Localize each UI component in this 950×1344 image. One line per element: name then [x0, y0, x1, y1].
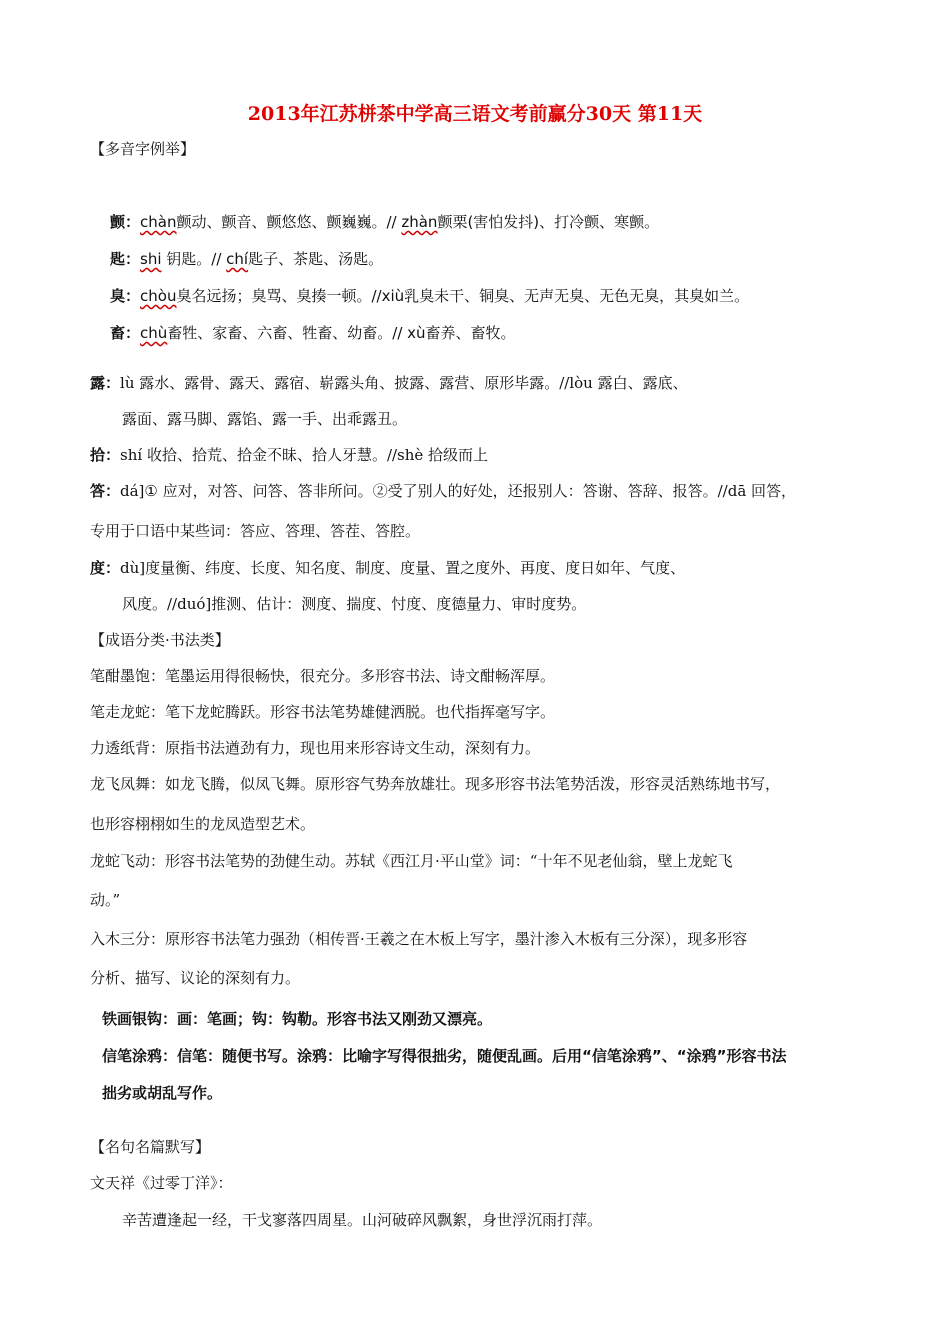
- idiom-line: 分析、描写、议论的深刻有力。: [90, 969, 301, 987]
- poly-text: dá]① 应对，对答、问答、答非所问。②受了别人的好处，还报别人：答谢、答辞、报答。//dā 回答，: [120, 482, 797, 500]
- poly-text: 颤动、颤音、颤悠悠、颤巍巍。//: [176, 213, 402, 231]
- poly-box-line: [110, 249, 383, 269]
- pinyin: zhàn: [401, 213, 438, 231]
- poly-line: [122, 594, 586, 614]
- poly-char: 臭：: [110, 287, 141, 305]
- poly-line: [90, 445, 488, 465]
- section-heading-famous: 【名句名篇默写】: [90, 1138, 211, 1156]
- pinyin: chòu: [140, 287, 177, 305]
- poly-line: [90, 373, 688, 393]
- idiom-line: 笔走龙蛇：笔下龙蛇腾跃。形容书法笔势雄健洒脱。也代指挥毫写字。: [90, 703, 556, 721]
- poly-head: 答：: [90, 482, 121, 500]
- famous-line: 辛苦遭逢起一经，干戈寥落四周星。山河破碎风飘絮，身世浮沉雨打萍。: [122, 1211, 603, 1229]
- poly-box-line: [110, 212, 659, 232]
- idiom-line: 也形容栩栩如生的龙凤造型艺术。: [90, 815, 316, 833]
- poly-head: 度：: [90, 559, 121, 577]
- idiom-line: 笔酣墨饱：笔墨运用得很畅快，很充分。多形容书法、诗文酣畅浑厚。: [90, 667, 556, 685]
- poly-char: 畜：: [110, 324, 141, 342]
- poly-text: 臭名远扬；臭骂、臭揍一顿。//xiù乳臭未干、铜臭、无声无臭、无色无臭，其臭如兰。: [176, 287, 750, 305]
- poly-char: 匙：: [110, 250, 141, 268]
- famous-line: 文天祥《过零丁洋》：: [90, 1174, 233, 1192]
- poly-text: 专用于口语中某些词：答应、答理、答茬、答腔。: [90, 522, 421, 540]
- section-heading-idioms: 【成语分类·书法类】: [90, 631, 230, 649]
- idiom-bold-line: 信笔涂鸦：信笔：随便书写。涂鸦：比喻字写得很拙劣，随便乱画。后用“信笔涂鸦”、“涂鸦”形容书法: [102, 1047, 787, 1065]
- poly-line: [90, 558, 685, 578]
- pinyin: shi: [140, 250, 162, 268]
- poly-text: 颤栗(害怕发抖)、打冷颤、寒颤。: [437, 213, 660, 231]
- pinyin: chù: [140, 324, 168, 342]
- poly-box-line: [110, 286, 749, 306]
- pinyin: chàn: [140, 213, 177, 231]
- idiom-bold-line: 拙劣或胡乱写作。: [102, 1084, 223, 1102]
- poly-head: 拾：: [90, 446, 121, 464]
- poly-line: [90, 521, 420, 541]
- idiom-line: 龙飞凤舞：如龙飞腾，似凤飞舞。原形容气势奔放雄壮。现多形容书法笔势活泼，形容灵活熟练地书写，: [90, 775, 781, 793]
- idiom-line: 入木三分：原形容书法笔力强劲（相传晋·王羲之在木板上写字，墨汁渗入木板有三分深），现多形容: [90, 930, 748, 948]
- poly-text: 畜牲、家畜、六畜、牲畜、幼畜。// xù畜养、畜牧。: [167, 324, 516, 342]
- poly-text: shí 收拾、拾荒、拾金不昧、拾人牙慧。//shè 拾级而上: [120, 446, 489, 464]
- poly-text: lù 露水、露骨、露天、露宿、崭露头角、披露、露营、原形毕露。//lòu 露白、露底、: [120, 374, 688, 392]
- poly-head: 露：: [90, 374, 121, 392]
- idiom-line: 龙蛇飞动：形容书法笔势的劲健生动。苏轼《西江月·平山堂》词：“十年不见老仙翁，壁上龙蛇飞: [90, 852, 733, 870]
- poly-char: 颤：: [110, 213, 141, 231]
- poly-line: [90, 481, 796, 501]
- poly-box-line: [110, 323, 516, 343]
- poly-line: [122, 409, 407, 429]
- idiom-line: 动。”: [90, 891, 121, 909]
- poly-text: dù]度量衡、纬度、长度、知名度、制度、度量、置之度外、再度、度日如年、气度、: [120, 559, 686, 577]
- poly-text: 钥匙。//: [161, 250, 227, 268]
- document-title: 2013年江苏栟茶中学高三语文考前赢分30天 第11天: [247, 103, 703, 125]
- section-heading-polyphonic: 【多音字例举】: [90, 140, 196, 158]
- idiom-line: 力透纸背：原指书法遒劲有力，现也用来形容诗文生动，深刻有力。: [90, 739, 541, 757]
- idiom-bold-line: 铁画银钩：画：笔画；钩：钩勒。形容书法又刚劲又漂亮。: [102, 1010, 493, 1028]
- poly-text: 风度。//duó]推测、估计：测度、揣度、忖度、度德量力、审时度势。: [122, 595, 587, 613]
- poly-text: 露面、露马脚、露馅、露一手、出乖露丑。: [122, 410, 408, 428]
- poly-text: 匙子、茶匙、汤匙。: [248, 250, 384, 268]
- pinyin: chí: [226, 250, 249, 268]
